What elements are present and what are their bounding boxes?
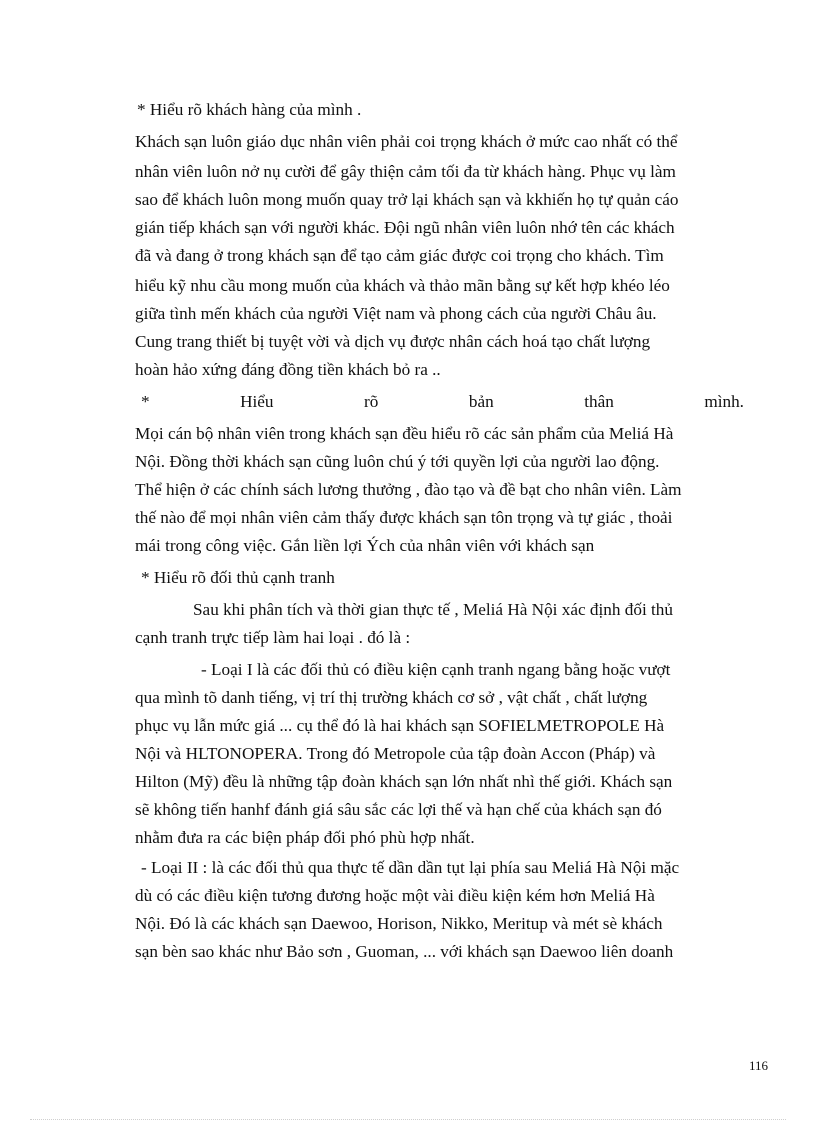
text-line: phục vụ lẫn mức giá ... cụ thể đó là hai khách sạn SOFIELMETROPOLE Hà — [135, 716, 665, 735]
text-line: gián tiếp khách sạn với người khác. Đội ngũ nhân viên luôn nhớ tên các khách — [135, 218, 675, 237]
heading-word: rõ — [364, 392, 379, 411]
text-line: Mọi cán bộ nhân viên trong khách sạn đều hiểu rõ các sản phẩm của Meliá Hà — [135, 424, 674, 443]
text-line: đã và đang ở trong khách sạn để tạo cảm giác được coi trọng cho khách. Tìm — [135, 246, 664, 265]
text-line: Nội. Đó là các khách sạn Daewoo, Horison, Nikko, Meritup và mét sè khách — [135, 914, 663, 933]
heading-self — [141, 390, 744, 414]
text-line: Thể hiện ở các chính sách lương thưởng , đào tạo và đề bạt cho nhân viên. Làm — [135, 480, 682, 499]
text-line: Hilton (Mỹ) đều là những tập đoàn khách sạn lớn nhất nhì thế giới. Khách sạn — [135, 772, 673, 791]
heading-competitors: * Hiểu rõ đối thủ cạnh tranh — [141, 568, 335, 587]
text-line: - Loại I là các đối thủ có điều kiện cạnh tranh ngang bằng hoặc vượt — [201, 660, 671, 679]
heading-word: * — [141, 392, 150, 411]
text-line: dù có các điều kiện tương đương hoặc một vài điều kiện kém hơn Meliá Hà — [135, 886, 655, 905]
text-line: hoàn hảo xứng đáng đồng tiền khách bỏ ra .. — [135, 360, 441, 379]
text-line: sao để khách luôn mong muốn quay trở lại khách sạn và kkhiến họ tự quản cáo — [135, 190, 679, 209]
text-line: nhằm đưa ra các biện pháp đối phó phù hợp nhất. — [135, 828, 475, 847]
text-line: thế nào để mọi nhân viên cảm thấy được khách sạn tôn trọng và tự giác , thoải — [135, 508, 673, 527]
text-line: Nội. Đồng thời khách sạn cũng luôn chú ý tới quyền lợi của người lao động. — [135, 452, 660, 471]
text-line: giữa tình mến khách của người Việt nam và phong cách của người Châu âu. — [135, 304, 657, 323]
text-line: hiểu kỹ nhu cầu mong muốn của khách và thảo mãn bằng sự kết hợp khéo léo — [135, 276, 670, 295]
text-line: Nội và HLTONOPERA. Trong đó Metropole của tập đoàn Accon (Pháp) và — [135, 744, 656, 763]
text-line: Sau khi phân tích và thời gian thực tế , Meliá Hà Nội xác định đối thủ — [193, 600, 673, 619]
text-line: qua mình tõ danh tiếng, vị trí thị trường khách cơ sở , vật chất , chất lượng — [135, 688, 648, 707]
heading-customers: * Hiểu rõ khách hàng của mình . — [137, 100, 362, 119]
page-divider — [30, 1119, 786, 1120]
heading-word: Hiểu — [240, 392, 274, 411]
page-number: 116 — [749, 1058, 769, 1073]
heading-word: bản — [468, 392, 494, 411]
text-line: sạn bèn sao khác như Bảo sơn , Guoman, ... với khách sạn Daewoo liên doanh — [135, 942, 674, 961]
text-line: sẽ không tiến hanhf đánh giá sâu sắc các lợi thế và hạn chế của khách sạn đó — [135, 800, 662, 819]
text-line: Cung trang thiết bị tuyệt vời và dịch vụ được nhân cách hoá tạo chất lượng — [135, 332, 651, 351]
text-line: Khách sạn luôn giáo dục nhân viên phải coi trọng khách ở mức cao nhất có thể — [135, 132, 678, 151]
text-line: nhân viên luôn nở nụ cười để gây thiện cảm tối đa từ khách hàng. Phục vụ làm — [135, 162, 676, 181]
heading-word: mình. — [704, 392, 744, 411]
text-line: mái trong công việc. Gắn liền lợi Ých của nhân viên với khách sạn — [135, 536, 595, 555]
text-line: - Loại II : là các đối thủ qua thực tế dần dần tụt lại phía sau Meliá Hà Nội mặc — [141, 858, 680, 877]
text-line: cạnh tranh trực tiếp làm hai loại . đó là : — [135, 628, 411, 647]
heading-word: thân — [584, 392, 614, 411]
